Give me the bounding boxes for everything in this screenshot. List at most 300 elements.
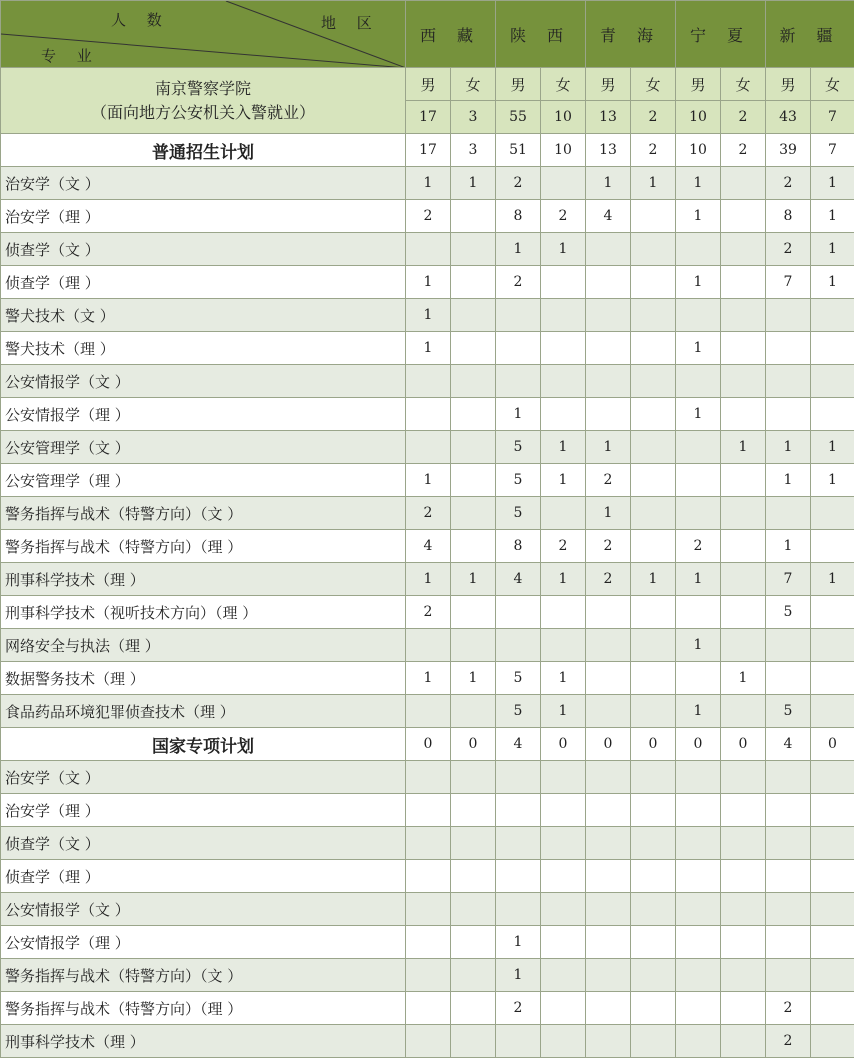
region-ningxia: 宁 夏 [676,1,766,68]
quota-cell: 1 [496,926,541,959]
quota-cell: 1 [541,431,586,464]
table-row [1,860,854,893]
quota-cell [721,959,766,992]
table-row [1,695,854,728]
quota-cell: 1 [496,959,541,992]
quota-cell [811,1025,854,1058]
major-name: 侦查学（理 ） [1,860,406,893]
quota-cell [811,827,854,860]
major-name: 刑事科学技术（理 ） [1,563,406,596]
quota-cell [496,332,541,365]
quota-cell [721,464,766,497]
quota-cell: 2 [406,497,451,530]
table-row [1,233,854,266]
quota-cell: 1 [541,695,586,728]
section-header-row [1,728,854,761]
quota-cell [586,629,631,662]
quota-cell [631,1025,676,1058]
table-row [1,530,854,563]
quota-cell [631,596,676,629]
quota-cell [406,431,451,464]
quota-cell [406,761,451,794]
quota-cell: 1 [631,563,676,596]
quota-cell: 5 [766,695,811,728]
table-row [1,1025,854,1058]
quota-cell [496,299,541,332]
major-name: 公安管理学（理 ） [1,464,406,497]
table-row [1,959,854,992]
gender-label: 女 [721,68,766,101]
quota-cell [496,860,541,893]
major-name: 公安情报学（文 ） [1,893,406,926]
quota-cell [451,893,496,926]
quota-cell [586,860,631,893]
quota-cell [721,695,766,728]
quota-cell: 2 [766,1025,811,1058]
section-title: 普通招生计划 [1,134,406,167]
quota-cell [631,794,676,827]
quota-cell [586,827,631,860]
quota-cell: 1 [496,398,541,431]
quota-cell [766,398,811,431]
section-total-value: 0 [541,728,586,761]
major-name: 网络安全与执法（理 ） [1,629,406,662]
quota-cell [811,860,854,893]
section-total-value: 0 [586,728,631,761]
quota-cell [451,695,496,728]
quota-cell: 2 [541,530,586,563]
quota-cell [451,992,496,1025]
major-name: 食品药品环境犯罪侦查技术（理 ） [1,695,406,728]
major-name: 公安情报学（理 ） [1,398,406,431]
quota-cell [721,629,766,662]
region-tibet: 西 藏 [406,1,496,68]
quota-cell [676,761,721,794]
quota-cell [766,365,811,398]
quota-cell [766,662,811,695]
major-name: 警犬技术（文 ） [1,299,406,332]
quota-cell: 1 [406,662,451,695]
quota-cell [451,299,496,332]
quota-cell: 1 [406,299,451,332]
table-row [1,464,854,497]
quota-cell: 2 [676,530,721,563]
table-row [1,497,854,530]
quota-cell [631,332,676,365]
quota-cell [721,530,766,563]
quota-cell: 2 [766,992,811,1025]
quota-cell: 1 [451,662,496,695]
quota-cell: 1 [811,167,854,200]
major-name: 警务指挥与战术（特警方向）（文 ） [1,959,406,992]
gender-label: 女 [541,68,586,101]
table-row [1,761,854,794]
major-name: 警犬技术（理 ） [1,332,406,365]
quota-cell [631,464,676,497]
quota-cell [811,794,854,827]
total-value: 13 [586,101,631,134]
quota-cell [811,398,854,431]
section-total-value: 0 [811,728,854,761]
quota-cell [451,794,496,827]
quota-cell [766,629,811,662]
quota-cell: 1 [766,530,811,563]
quota-cell [451,596,496,629]
major-name: 警务指挥与战术（特警方向）（文 ） [1,497,406,530]
section-total-value: 10 [676,134,721,167]
quota-cell [811,332,854,365]
major-name: 刑事科学技术（视听技术方向）（理 ） [1,596,406,629]
quota-cell [586,365,631,398]
quota-cell [721,266,766,299]
quota-cell: 2 [586,530,631,563]
total-value: 2 [721,101,766,134]
quota-cell [766,761,811,794]
quota-cell [811,992,854,1025]
section-total-value: 0 [451,728,496,761]
quota-cell [631,959,676,992]
quota-cell [451,926,496,959]
quota-cell [586,992,631,1025]
major-name: 治安学（文 ） [1,167,406,200]
school-name: 南京警察学院 [1,77,405,101]
gender-header-row [1,68,854,101]
quota-cell: 5 [496,695,541,728]
section-total-value: 17 [406,134,451,167]
quota-cell: 1 [586,497,631,530]
quota-cell [631,926,676,959]
section-total-value: 3 [451,134,496,167]
quota-cell [451,398,496,431]
table-row [1,662,854,695]
quota-cell [676,1025,721,1058]
quota-cell [721,926,766,959]
table-row [1,629,854,662]
quota-cell [541,794,586,827]
total-value: 17 [406,101,451,134]
region-shaanxi: 陕 西 [496,1,586,68]
quota-cell [451,629,496,662]
quota-cell [811,497,854,530]
quota-cell [586,1025,631,1058]
section-total-value: 7 [811,134,854,167]
gender-label: 女 [451,68,496,101]
section-total-value: 39 [766,134,811,167]
section-total-value: 2 [721,134,766,167]
quota-cell [721,794,766,827]
quota-cell [721,233,766,266]
quota-cell [586,332,631,365]
quota-cell [586,662,631,695]
quota-cell [496,365,541,398]
quota-cell: 2 [406,200,451,233]
quota-cell [631,761,676,794]
quota-cell [631,530,676,563]
section-total-value: 2 [631,134,676,167]
quota-cell: 5 [496,431,541,464]
major-name: 警务指挥与战术（特警方向）（理 ） [1,992,406,1025]
quota-cell: 7 [766,266,811,299]
quota-cell: 1 [406,167,451,200]
quota-cell [451,827,496,860]
quota-cell [541,761,586,794]
section-title: 国家专项计划 [1,728,406,761]
table-row [1,794,854,827]
section-total-value: 51 [496,134,541,167]
quota-cell: 2 [766,167,811,200]
quota-cell [541,827,586,860]
quota-cell [811,662,854,695]
quota-cell: 2 [766,233,811,266]
quota-cell: 8 [496,530,541,563]
quota-cell: 5 [496,497,541,530]
quota-cell [811,761,854,794]
section-total-value: 0 [406,728,451,761]
quota-cell [766,794,811,827]
quota-cell [631,860,676,893]
total-value: 10 [676,101,721,134]
section-total-value: 10 [541,134,586,167]
quota-cell [406,365,451,398]
quota-cell [721,992,766,1025]
total-value: 10 [541,101,586,134]
quota-cell [451,200,496,233]
region-header-row [1,1,854,68]
quota-cell: 4 [406,530,451,563]
quota-cell: 2 [586,464,631,497]
quota-cell [721,563,766,596]
quota-cell [631,893,676,926]
quota-cell [811,596,854,629]
table-row [1,167,854,200]
quota-cell [496,827,541,860]
quota-cell [496,794,541,827]
quota-cell: 1 [676,167,721,200]
quota-cell [541,332,586,365]
quota-cell [811,893,854,926]
quota-cell [721,497,766,530]
quota-cell [586,398,631,431]
quota-cell: 1 [721,431,766,464]
quota-cell: 2 [496,992,541,1025]
major-name: 治安学（理 ） [1,794,406,827]
quota-cell [541,266,586,299]
quota-cell [586,299,631,332]
quota-cell: 1 [766,431,811,464]
quota-cell [811,926,854,959]
quota-cell [586,596,631,629]
table-row [1,431,854,464]
quota-cell [766,926,811,959]
quota-cell [451,233,496,266]
major-name: 治安学（文 ） [1,761,406,794]
quota-cell [451,266,496,299]
quota-cell [811,530,854,563]
quota-cell [721,761,766,794]
quota-cell: 1 [811,200,854,233]
quota-cell [676,827,721,860]
quota-cell [406,695,451,728]
quota-cell [496,596,541,629]
quota-cell [676,794,721,827]
quota-cell [631,662,676,695]
quota-cell [451,530,496,563]
quota-cell [676,860,721,893]
quota-cell: 5 [496,662,541,695]
quota-cell [496,1025,541,1058]
section-total-value: 4 [766,728,811,761]
quota-cell: 1 [541,563,586,596]
quota-cell [406,398,451,431]
quota-cell [451,1025,496,1058]
quota-cell [676,497,721,530]
quota-cell [406,992,451,1025]
quota-cell: 1 [676,563,721,596]
quota-cell [451,431,496,464]
quota-cell [451,959,496,992]
quota-cell [451,860,496,893]
quota-cell [721,1025,766,1058]
quota-cell [586,695,631,728]
quota-cell [541,299,586,332]
quota-cell: 2 [586,563,631,596]
quota-cell: 1 [541,464,586,497]
quota-cell: 1 [811,464,854,497]
table-row [1,200,854,233]
quota-cell [586,893,631,926]
quota-cell [406,794,451,827]
quota-cell: 1 [676,629,721,662]
quota-cell: 1 [451,563,496,596]
major-name: 侦查学（文 ） [1,827,406,860]
quota-cell [766,299,811,332]
quota-cell [766,827,811,860]
quota-cell [766,959,811,992]
section-total-value: 13 [586,134,631,167]
major-name: 数据警务技术（理 ） [1,662,406,695]
quota-cell [631,398,676,431]
total-value: 7 [811,101,854,134]
quota-cell [586,794,631,827]
quota-cell [676,893,721,926]
school-subtitle: （面向地方公安机关入警就业） [1,101,405,125]
quota-cell [721,167,766,200]
quota-cell: 4 [586,200,631,233]
quota-cell: 1 [811,266,854,299]
quota-cell [721,860,766,893]
quota-cell: 5 [496,464,541,497]
quota-cell: 1 [676,695,721,728]
quota-cell [766,860,811,893]
quota-cell: 1 [541,662,586,695]
region-qinghai: 青 海 [586,1,676,68]
quota-cell [451,365,496,398]
quota-cell [721,299,766,332]
quota-cell [406,827,451,860]
quota-cell [406,959,451,992]
major-name: 治安学（理 ） [1,200,406,233]
quota-cell [451,332,496,365]
major-label: 专 业 [41,45,100,66]
quota-cell [676,662,721,695]
quota-cell: 2 [541,200,586,233]
quota-cell: 1 [676,266,721,299]
people-count-label: 人 数 [111,9,170,30]
quota-cell [721,332,766,365]
quota-cell [541,992,586,1025]
quota-cell: 1 [721,662,766,695]
table-row [1,563,854,596]
quota-cell [541,860,586,893]
quota-cell: 1 [586,167,631,200]
total-value: 55 [496,101,541,134]
quota-cell [541,629,586,662]
gender-label: 女 [631,68,676,101]
section-total-value: 0 [721,728,766,761]
gender-label: 男 [586,68,631,101]
quota-cell: 2 [496,266,541,299]
table-row [1,992,854,1025]
quota-cell: 1 [406,332,451,365]
quota-cell: 1 [451,167,496,200]
quota-cell: 1 [586,431,631,464]
quota-cell [586,959,631,992]
quota-cell: 1 [676,398,721,431]
quota-cell [631,497,676,530]
major-name: 刑事科学技术（理 ） [1,1025,406,1058]
quota-cell [631,431,676,464]
quota-cell: 8 [766,200,811,233]
quota-cell [451,464,496,497]
quota-cell: 2 [406,596,451,629]
gender-label: 男 [766,68,811,101]
quota-cell: 1 [406,563,451,596]
quota-cell: 2 [496,167,541,200]
quota-cell: 1 [811,431,854,464]
quota-cell [541,596,586,629]
quota-cell: 8 [496,200,541,233]
gender-label: 女 [811,68,854,101]
quota-cell: 1 [811,563,854,596]
quota-cell [541,167,586,200]
quota-cell [541,959,586,992]
quota-cell [676,926,721,959]
quota-cell [811,629,854,662]
quota-cell [631,827,676,860]
quota-cell [811,299,854,332]
quota-cell [721,365,766,398]
quota-cell [496,893,541,926]
quota-cell: 1 [811,233,854,266]
quota-cell [451,761,496,794]
quota-cell [721,398,766,431]
quota-cell [496,761,541,794]
quota-cell [586,926,631,959]
quota-cell [676,596,721,629]
quota-cell [406,233,451,266]
quota-cell [676,959,721,992]
quota-cell: 5 [766,596,811,629]
table-row [1,596,854,629]
quota-cell [406,860,451,893]
quota-cell [451,497,496,530]
quota-cell [631,629,676,662]
major-name: 侦查学（理 ） [1,266,406,299]
quota-cell: 1 [766,464,811,497]
quota-cell [766,497,811,530]
quota-cell [541,1025,586,1058]
quota-cell [676,431,721,464]
